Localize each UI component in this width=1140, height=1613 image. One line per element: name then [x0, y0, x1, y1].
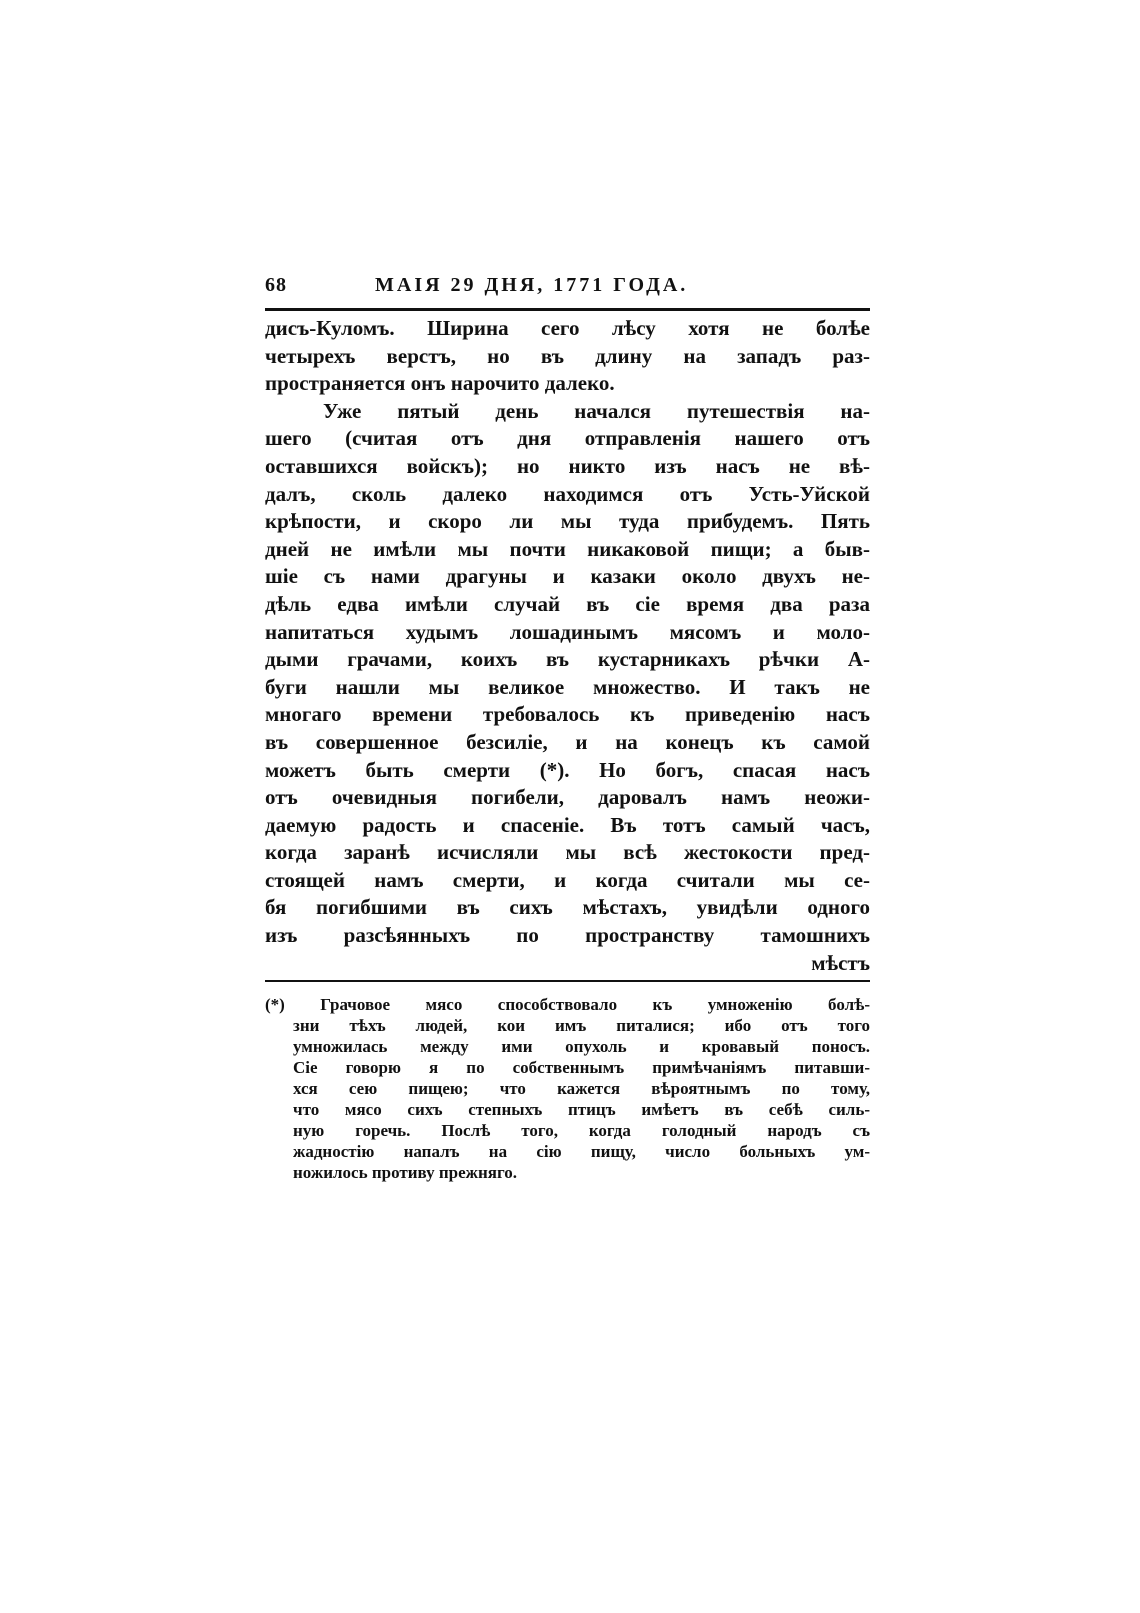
- footnote-line: ную горечь. Послѣ того, когда голодный народъ съ: [293, 1121, 870, 1141]
- text-line: дней не имѣли мы почти никаковой пищи; а быв-: [265, 536, 870, 561]
- text-line: пространяется онъ нарочито далеко.: [265, 371, 615, 396]
- text-line: даемую радость и спасеніе. Въ тотъ самый часъ,: [265, 812, 870, 837]
- text-line: шего (считая отъ дня отправленія нашего отъ: [265, 426, 870, 451]
- main-text: [265, 315, 870, 950]
- footnote-line: Сіе говорю я по собственнымъ примѣчаніямъ питавши-: [293, 1058, 870, 1078]
- running-head: [265, 268, 870, 308]
- text-line: многаго времени требовалось къ приведенію насъ: [265, 702, 870, 727]
- footnote-line: зни тѣхъ людей, кои имъ питалися; ибо отъ того: [293, 1016, 870, 1036]
- footnote-line: жадностію напалъ на сію пищу, число больныхъ ум-: [293, 1142, 870, 1162]
- text-line: шіе съ нами драгуны и казаки около двухъ не-: [265, 564, 870, 589]
- text-line: четырехъ верстъ, но въ длину на западъ раз-: [265, 343, 870, 368]
- page-number: 68: [265, 274, 287, 296]
- text-line: дѣль едва имѣли случай въ сіе время два раза: [265, 591, 870, 616]
- text-line: дыми грачами, коихъ въ кустарникахъ рѣчки А-: [265, 647, 870, 672]
- text-line: дисъ-Куломъ. Ширина сего лѣсу хотя не болѣе: [265, 316, 870, 340]
- text-line: когда заранѣ исчисляли мы всѣ жестокости пред-: [265, 840, 870, 865]
- running-title: МАІЯ 29 ДНЯ, 1771 ГОДА.: [375, 274, 689, 296]
- text-line: стоящей намъ смерти, и когда считали мы се-: [265, 867, 870, 892]
- text-line: бя погибшими въ сихъ мѣстахъ, увидѣли одного: [265, 895, 870, 920]
- footnote-line: хся сею пищею; что кажется вѣроятнымъ по тому,: [293, 1079, 870, 1099]
- text-line: Уже пятый день начался путешествія на-: [323, 398, 870, 423]
- text-line: въ совершенное безсиліе, и на конецъ къ самой: [265, 729, 870, 754]
- footnote-line: ножилось противу прежняго.: [293, 1163, 517, 1183]
- text-line: крѣпости, и скоро ли мы туда прибудемъ. Пять: [265, 509, 870, 534]
- text-line: далъ, сколь далеко находимся отъ Усть-Уйской: [265, 481, 870, 506]
- text-line: буги нашли мы великое множество. И такъ не: [265, 674, 870, 699]
- footnote: [265, 994, 870, 1183]
- text-line: можетъ быть смерти (*). Но богъ, спасая насъ: [265, 757, 870, 782]
- footnote-line: что мясо сихъ степныхъ птицъ имѣетъ въ себѣ силь-: [293, 1100, 870, 1120]
- text-line: отъ очевидныя погибели, даровалъ намъ неожи-: [265, 785, 870, 810]
- catchword: мѣстъ: [811, 950, 870, 975]
- book-page: [265, 268, 870, 1183]
- header-rule: [265, 308, 870, 311]
- footnote-line: (*) Грачовое мясо способствовало къ умноженію болѣ-: [265, 995, 870, 1015]
- footnote-rule: [265, 980, 870, 982]
- text-line: оставшихся войскъ); но никто изъ насъ не вѣ-: [265, 453, 870, 478]
- footnote-line: умножилась между ими опухоль и кровавый поносъ.: [293, 1037, 870, 1057]
- text-line: напитаться худымъ лошадинымъ мясомъ и моло-: [265, 619, 870, 644]
- text-line: изъ разсѣянныхъ по пространству тамошнихъ: [265, 923, 870, 948]
